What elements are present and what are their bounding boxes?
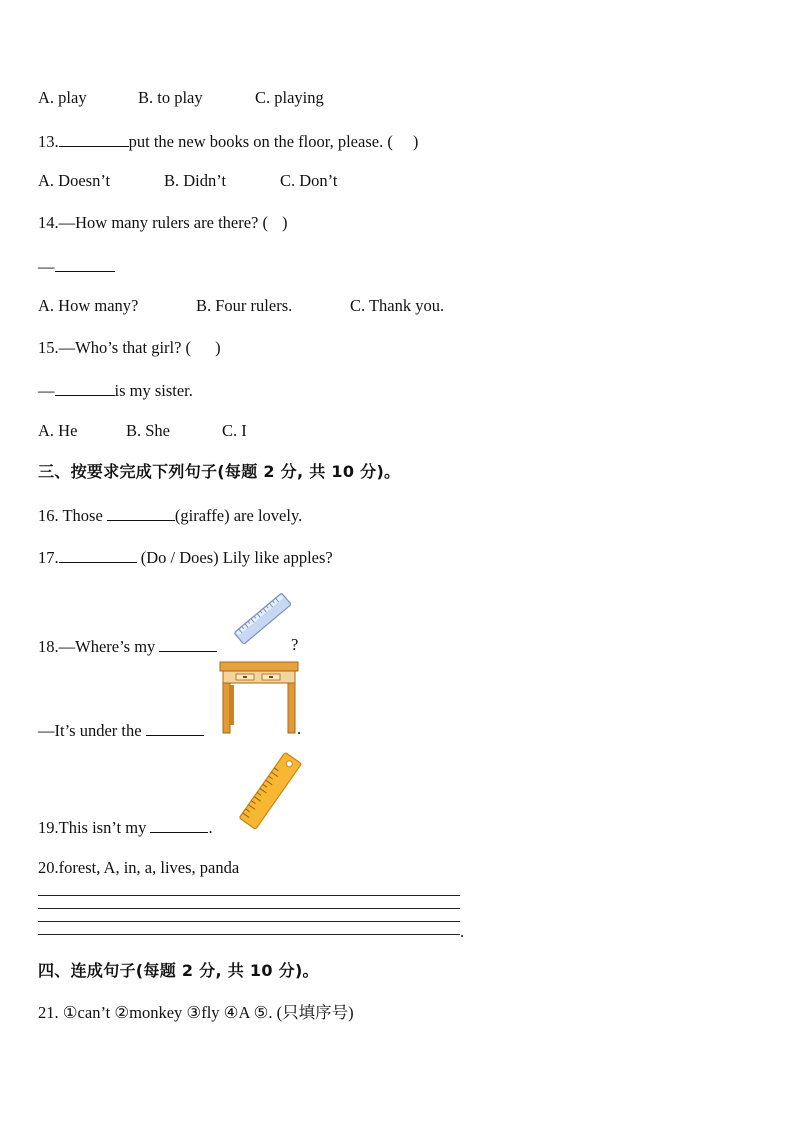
question-18-line-1 xyxy=(38,635,217,657)
answer-blank[interactable] xyxy=(59,546,137,563)
q18-period: . xyxy=(297,719,302,738)
section-3-heading: 三、按要求完成下列句子(每题 2 分, 共 10 分)。 xyxy=(38,462,401,481)
q16-tail: (giraffe) are lovely. xyxy=(174,506,303,525)
q14-text: 14.—How many rulers are there? ( xyxy=(38,213,268,232)
question-20: 20.forest, A, in, a, lives, panda xyxy=(38,858,240,877)
q20-period: . xyxy=(460,922,465,941)
q13-text: put the new books on the floor, please. ( xyxy=(128,132,393,151)
desk-icon xyxy=(218,660,300,734)
answer-blank[interactable] xyxy=(55,255,115,272)
question-19 xyxy=(38,816,213,838)
q14-option-b: B. Four rulers. xyxy=(196,296,293,315)
q15-reply xyxy=(38,379,193,401)
q19-lead: 19.This isn’t my xyxy=(38,818,147,837)
q12-option-a: A. play xyxy=(38,88,87,107)
question-21: 21. ①can’t ②monkey ③fly ④A ⑤. (只填序号) xyxy=(38,1003,354,1022)
question-17 xyxy=(38,546,333,568)
question-18-line-2 xyxy=(38,719,204,741)
answer-blank[interactable] xyxy=(150,816,208,833)
q15-reply-text: is my sister. xyxy=(114,381,193,400)
answer-line[interactable] xyxy=(38,921,460,922)
question-16 xyxy=(38,504,302,526)
q15-close: ) xyxy=(215,338,221,357)
answer-blank[interactable] xyxy=(55,379,115,396)
ruler-icon xyxy=(236,750,308,834)
q13-option-b: B. Didn’t xyxy=(164,171,227,190)
question-14 xyxy=(38,213,288,233)
q18-question-mark: ? xyxy=(291,635,299,654)
reply-dash: — xyxy=(38,381,55,400)
answer-line[interactable] xyxy=(38,934,460,935)
question-15 xyxy=(38,338,221,358)
q15-option-c: C. I xyxy=(222,421,247,440)
q15-option-b: B. She xyxy=(126,421,171,440)
answer-blank[interactable] xyxy=(59,130,129,147)
q18-reply: —It’s under the xyxy=(38,721,142,740)
answer-blank[interactable] xyxy=(107,504,175,521)
q14-reply xyxy=(38,255,115,277)
q15-option-a: A. He xyxy=(38,421,78,440)
q12-option-b: B. to play xyxy=(138,88,203,107)
q17-number: 17. xyxy=(38,548,59,567)
q18-text: 18.—Where’s my xyxy=(38,637,156,656)
q13-option-a: A. Doesn’t xyxy=(38,171,111,190)
q14-option-c: C. Thank you. xyxy=(350,296,445,315)
q13-number: 13. xyxy=(38,132,59,151)
question-13 xyxy=(38,130,418,152)
q16-lead: 16. Those xyxy=(38,506,103,525)
q14-close: ) xyxy=(282,213,288,232)
q14-option-a: A. How many? xyxy=(38,296,139,315)
answer-blank[interactable] xyxy=(159,635,217,652)
q19-period: . xyxy=(208,818,213,837)
answer-blank[interactable] xyxy=(146,719,204,736)
q13-close: ) xyxy=(412,132,419,151)
q13-option-c: C. Don’t xyxy=(280,171,338,190)
reply-dash: — xyxy=(38,257,55,276)
q15-text: 15.—Who’s that girl? ( xyxy=(38,338,192,357)
section-4-heading: 四、连成句子(每题 2 分, 共 10 分)。 xyxy=(38,961,319,980)
answer-line[interactable] xyxy=(38,908,460,909)
ruler-icon xyxy=(232,588,294,650)
answer-line[interactable] xyxy=(38,895,460,896)
q12-option-c: C. playing xyxy=(255,88,324,107)
q17-tail: (Do / Does) Lily like apples? xyxy=(140,548,333,567)
